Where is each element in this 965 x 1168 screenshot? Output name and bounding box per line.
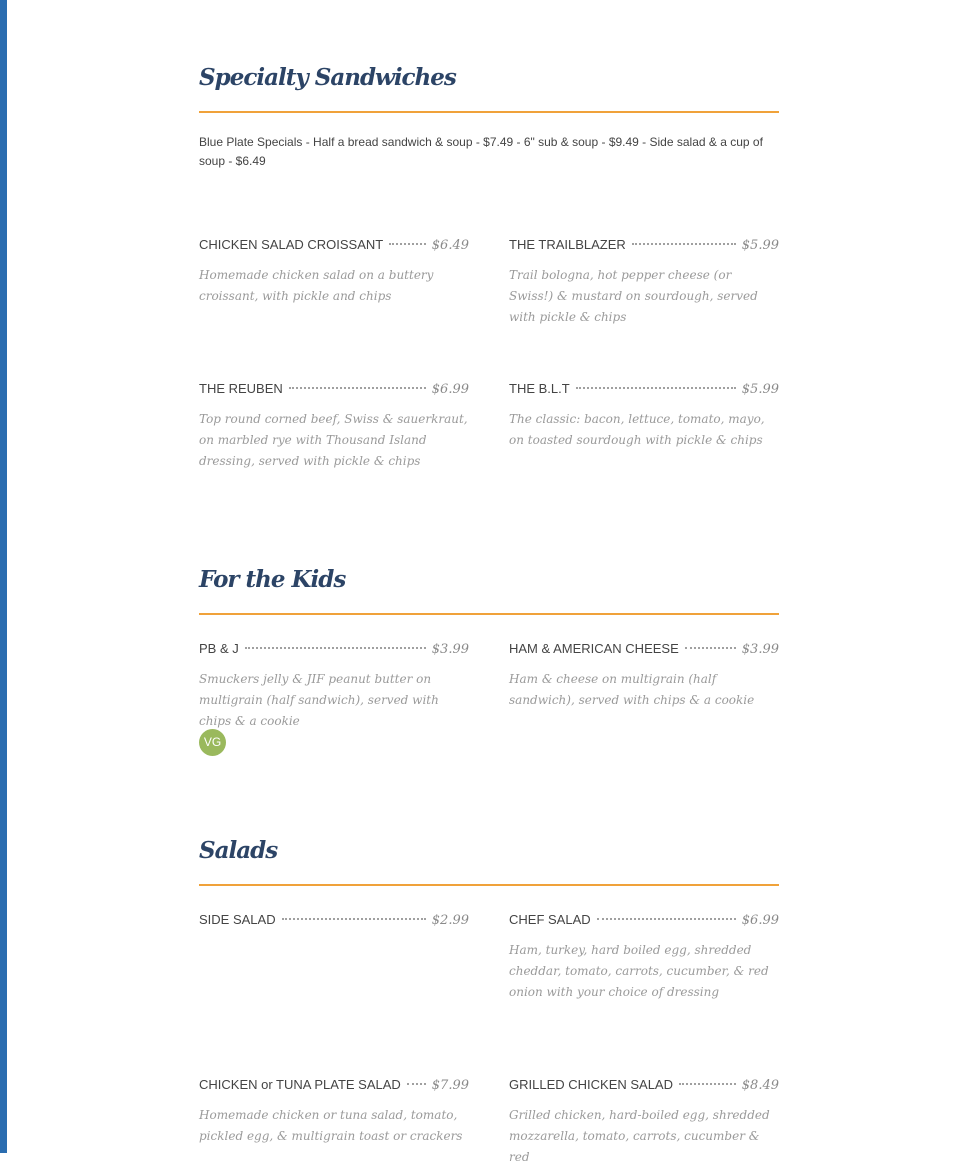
- section-title-salads: Salads: [199, 837, 278, 864]
- item-name: HAM & AMERICAN CHEESE: [509, 641, 679, 656]
- section-title-kids: For the Kids: [199, 566, 346, 593]
- item-name: THE REUBEN: [199, 381, 283, 396]
- item-name: SIDE SALAD: [199, 912, 276, 927]
- menu-item-ham-and-american-cheese: [509, 637, 779, 711]
- dot-leader: [632, 229, 736, 245]
- menu-item-the-trailblazer: [509, 233, 779, 328]
- item-description: Grilled chicken, hard-boiled egg, shredded mozzarella, tomato, carrots, cucumber & red: [509, 1108, 770, 1164]
- item-description: Trail bologna, hot pepper cheese (or Swiss!) & mustard on sourdough, served with pickle & chips: [509, 268, 758, 324]
- dot-leader: [389, 229, 426, 245]
- dot-leader: [407, 1069, 426, 1085]
- menu-item-side-salad: [199, 908, 469, 926]
- item-description: The classic: bacon, lettuce, tomato, mayo, on toasted sourdough with pickle & chips: [509, 412, 765, 447]
- item-name: THE B.L.T: [509, 381, 570, 396]
- section-title-sandwiches: Specialty Sandwiches: [199, 64, 456, 91]
- item-description: Ham & cheese on multigrain (half sandwich), served with chips & a cookie: [509, 672, 755, 707]
- item-price: $5.99: [741, 382, 779, 397]
- item-price: $8.49: [741, 1078, 779, 1093]
- item-description: Smuckers jelly & JIF peanut butter on multigrain (half sandwich), served with chips & a cookie: [199, 672, 439, 728]
- dot-leader: [597, 904, 736, 920]
- item-name: PB & J: [199, 641, 239, 656]
- item-price: $6.99: [741, 913, 779, 928]
- item-name: CHICKEN or TUNA PLATE SALAD: [199, 1077, 401, 1092]
- item-name: CHEF SALAD: [509, 912, 591, 927]
- vegetarian-badge: VG: [199, 729, 226, 756]
- item-price: $2.99: [431, 913, 469, 928]
- menu-item-chicken-salad-croissant: [199, 233, 469, 307]
- dot-leader: [685, 633, 736, 649]
- menu-item-the-reuben: [199, 377, 469, 472]
- menu-item-pb-and-j: [199, 637, 469, 732]
- dot-leader: [679, 1069, 736, 1085]
- dot-leader: [576, 373, 736, 389]
- dot-leader: [245, 633, 426, 649]
- blue-plate-specials-note: Blue Plate Specials - Half a bread sandwich & soup - $7.49 - 6" sub & soup - $9.49 - Side salad & a cup of soup - $6.49: [199, 135, 763, 168]
- item-name: GRILLED CHICKEN SALAD: [509, 1077, 673, 1092]
- dot-leader: [282, 904, 426, 920]
- item-name: THE TRAILBLAZER: [509, 237, 626, 252]
- menu-item-the-blt: [509, 377, 779, 451]
- dot-leader: [289, 373, 426, 389]
- item-price: $6.99: [431, 382, 469, 397]
- item-price: $7.99: [431, 1078, 469, 1093]
- item-description: Homemade chicken salad on a buttery croissant, with pickle and chips: [199, 268, 434, 303]
- section-divider: [199, 613, 779, 615]
- item-price: $3.99: [741, 642, 779, 657]
- menu-item-chicken-or-tuna-plate-salad: [199, 1073, 469, 1147]
- item-description: Homemade chicken or tuna salad, tomato, pickled egg, & multigrain toast or crackers: [199, 1108, 463, 1143]
- left-accent-bar: [0, 0, 7, 1153]
- item-price: $6.49: [431, 238, 469, 253]
- menu-item-chef-salad: [509, 908, 779, 1003]
- item-name: CHICKEN SALAD CROISSANT: [199, 237, 384, 252]
- item-description: Top round corned beef, Swiss & sauerkraut, on marbled rye with Thousand Island dressing, served with pickle & chips: [199, 412, 468, 468]
- item-description: Ham, turkey, hard boiled egg, shredded cheddar, tomato, carrots, cucumber, & red onion with your choice of dressing: [509, 943, 769, 999]
- section-divider: [199, 884, 779, 886]
- section-divider: [199, 111, 779, 113]
- item-price: $3.99: [431, 642, 469, 657]
- menu-item-grilled-chicken-salad: [509, 1073, 779, 1168]
- item-price: $5.99: [741, 238, 779, 253]
